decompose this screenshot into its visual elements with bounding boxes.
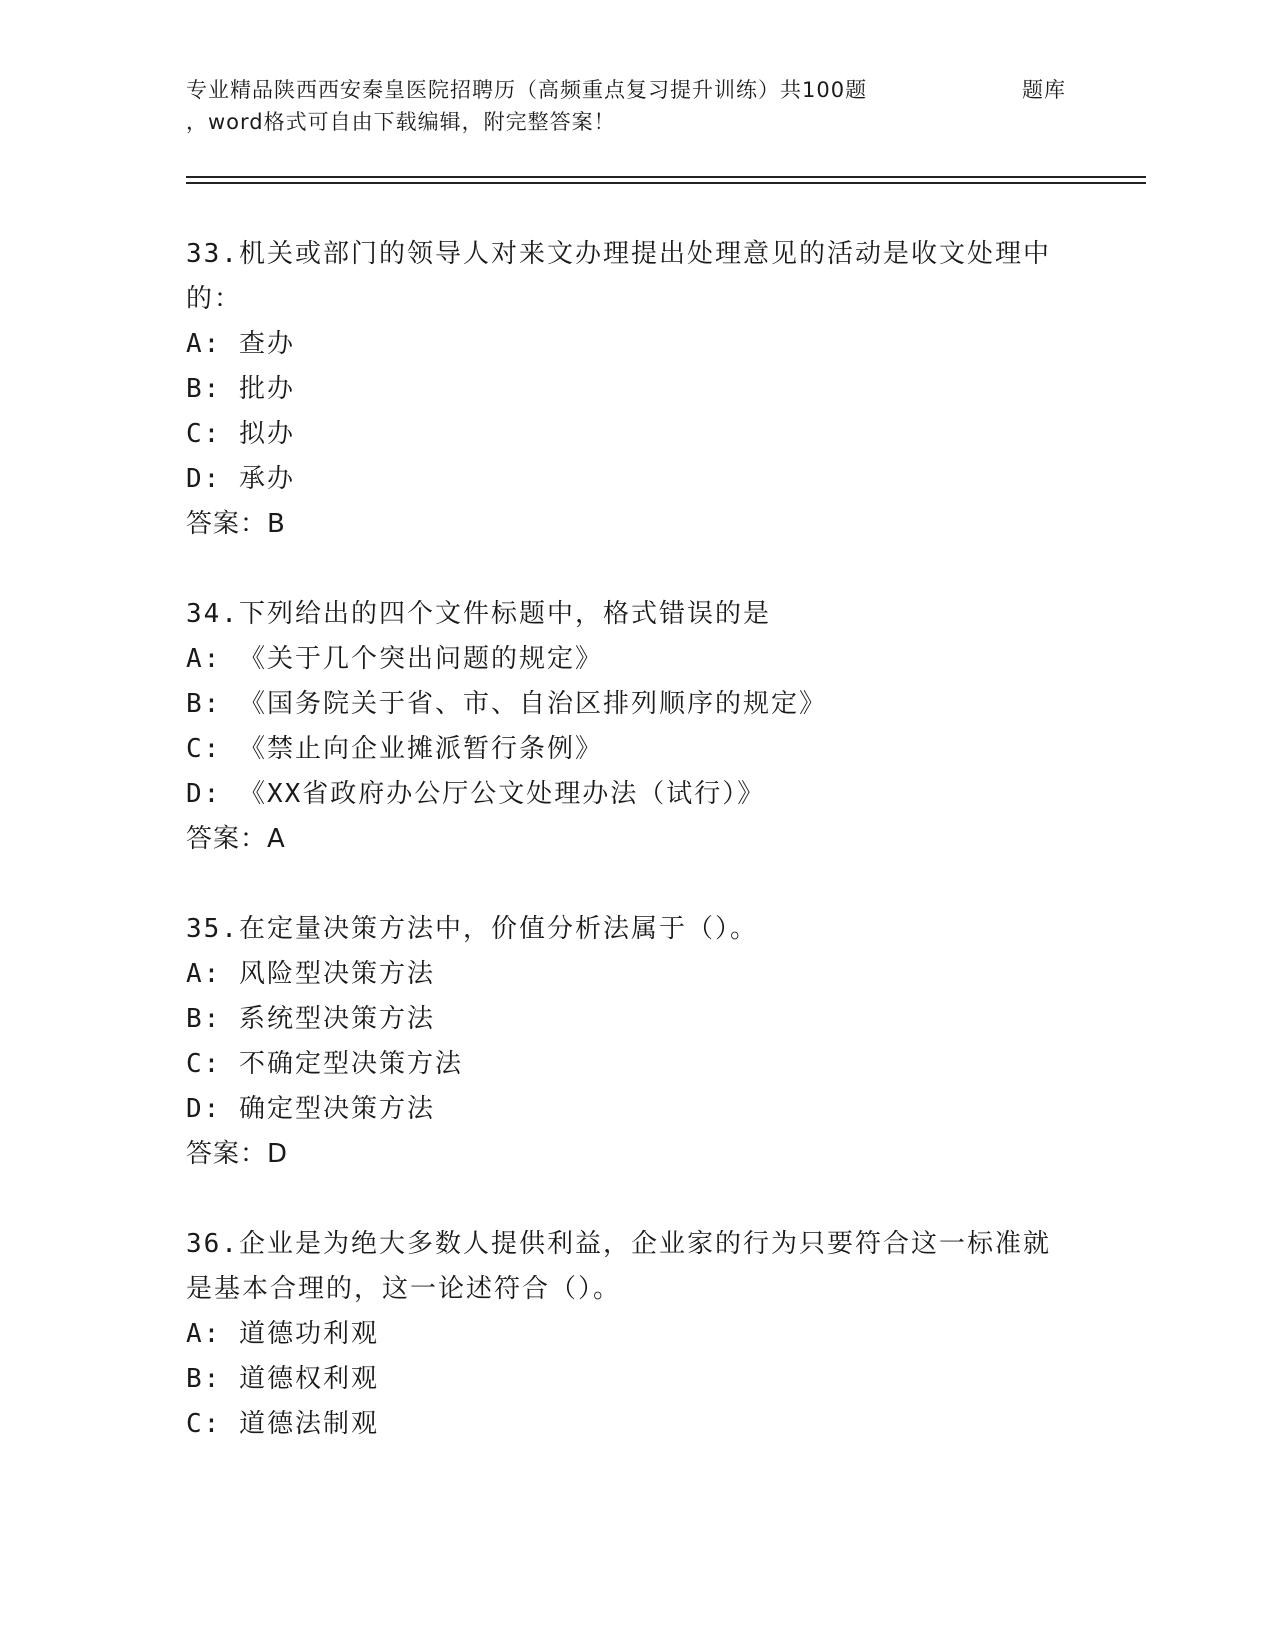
option-d: D: 承办 (186, 464, 295, 494)
question-text-continued: 是基本合理的，这一论述符合（）。 (186, 1274, 622, 1304)
question-text: 36.企业是为绝大多数人提供利益，企业家的行为只要符合这一标准就 (186, 1229, 1051, 1259)
header-divider-top (186, 176, 1146, 178)
question-text: 35.在定量决策方法中，价值分析法属于（）。 (186, 914, 758, 944)
option-a: A: 查办 (186, 329, 295, 359)
question-text: 34.下列给出的四个文件标题中，格式错误的是 (186, 599, 771, 629)
answer: 答案：D (186, 1139, 289, 1169)
option-b: B: 系统型决策方法 (186, 1004, 435, 1034)
header-title: 专业精品陕西西安秦皇医院招聘历（高频重点复习提升训练）共100题 (186, 78, 868, 102)
option-b: B: 批办 (186, 374, 295, 404)
option-c: C: 拟办 (186, 419, 295, 449)
question-list (186, 232, 1086, 1492)
option-a: A: 道德功利观 (186, 1319, 379, 1349)
answer: 答案：A (186, 824, 286, 854)
option-d: D: 确定型决策方法 (186, 1094, 435, 1124)
option-a: A: 《关于几个突出问题的规定》 (186, 644, 603, 674)
option-c: C: 不确定型决策方法 (186, 1049, 463, 1079)
question-text: 33.机关或部门的领导人对来文办理提出处理意见的活动是收文处理中 (186, 239, 1051, 269)
question-text-continued: 的： (186, 284, 243, 314)
option-a: A: 风险型决策方法 (186, 959, 435, 989)
header-divider-bottom (186, 182, 1146, 184)
header-line-1 (186, 74, 1086, 106)
page-header (186, 74, 1086, 138)
answer: 答案：B (186, 509, 286, 539)
option-b: B: 道德权利观 (186, 1364, 379, 1394)
question-block-34 (186, 592, 1086, 862)
option-d: D: 《XX省政府办公厅公文处理办法（试行）》 (186, 779, 766, 809)
option-c: C: 《禁止向企业摊派暂行条例》 (186, 734, 603, 764)
header-subtitle: ，word格式可自由下载编辑，附完整答案！ (186, 110, 616, 134)
question-block-33 (186, 232, 1086, 547)
question-block-35 (186, 907, 1086, 1177)
question-block-36 (186, 1222, 1086, 1447)
option-b: B: 《国务院关于省、市、自治区排列顺序的规定》 (186, 689, 827, 719)
header-tag: 题库 (1022, 78, 1066, 102)
option-c: C: 道德法制观 (186, 1409, 379, 1439)
